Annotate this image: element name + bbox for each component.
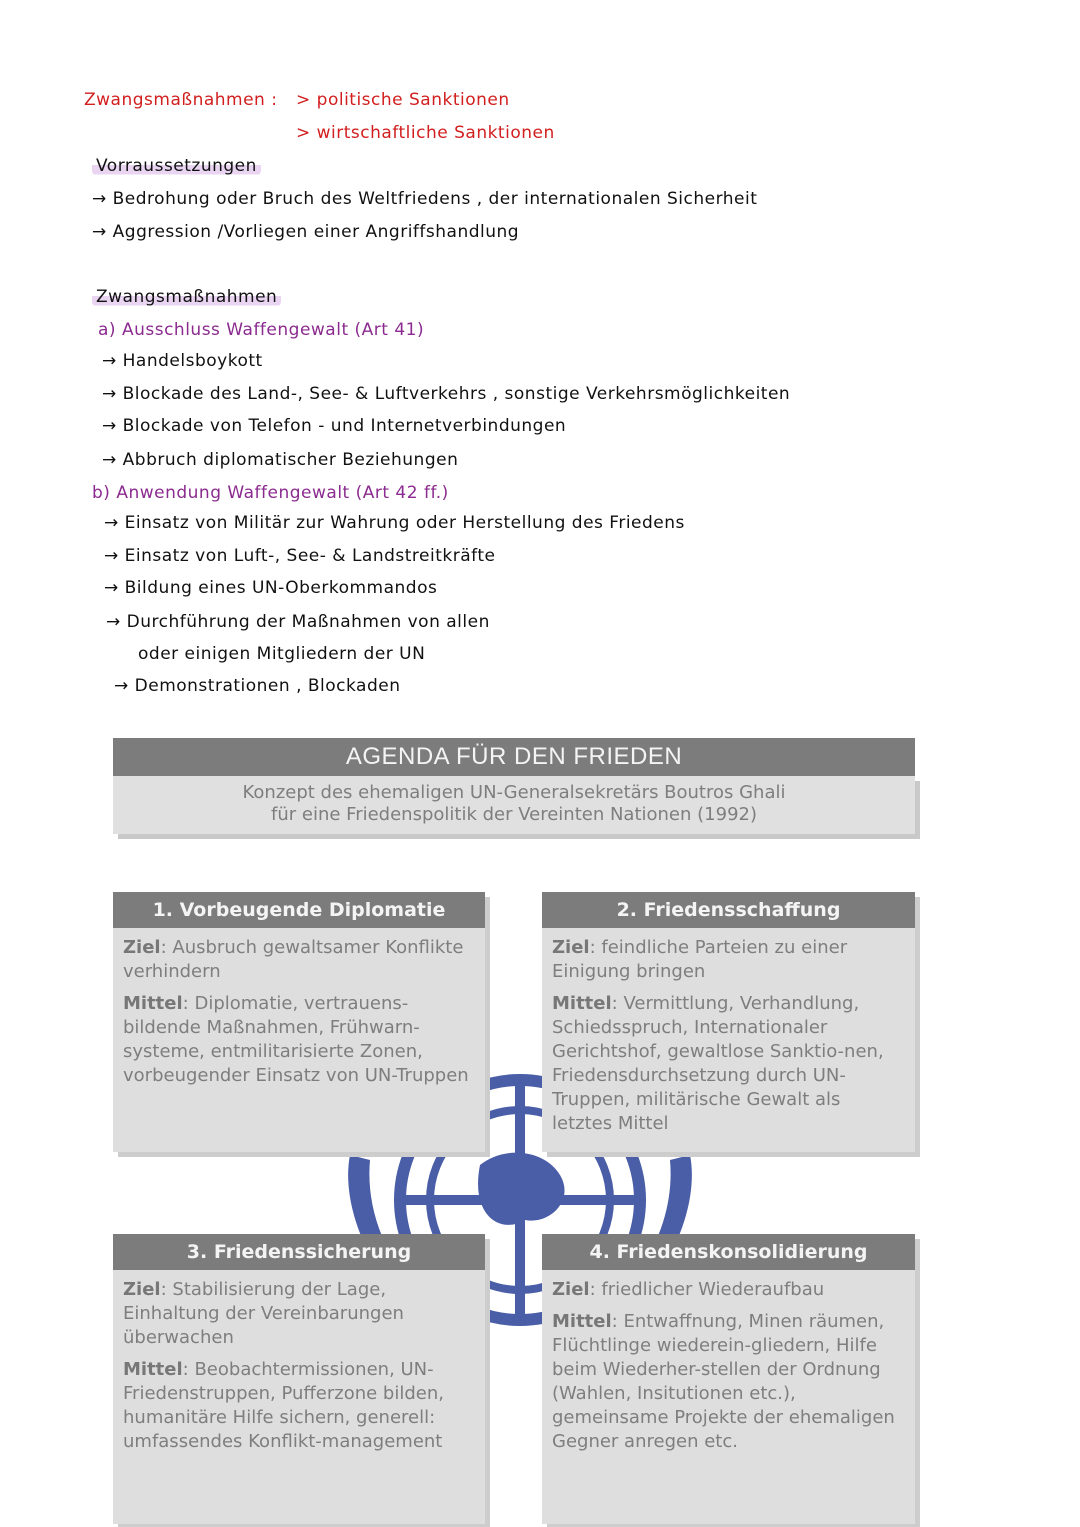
- box-goal: [123, 936, 475, 984]
- means-text: : Vermittlung, Verhandlung, Schiedsspruch, Internationaler Gerichtshof, gewaltlose Sanktio-nen, Friedensdurchsetzung durch UN-Truppen, militärische Gewalt als letztes Mittel: [552, 993, 884, 1134]
- measures-a-heading: a) Ausschluss Waffengewalt (Art 41): [98, 320, 425, 340]
- agenda-box-peacebuilding: [542, 1234, 915, 1524]
- means-text: : Entwaffnung, Minen räumen, Flüchtlinge wiederein-gliedern, Hilfe beim Wiederher-stellen der Ordnung (Wahlen, Insitutionen etc.), gemeinsame Projekte der ehemaligen Gegner anregen etc.: [552, 1311, 895, 1452]
- box-title: 3. Friedenssicherung: [113, 1234, 485, 1270]
- means-label: Mittel: [123, 1359, 183, 1380]
- box-means: [123, 992, 475, 1088]
- box-means: [552, 1310, 905, 1454]
- note-heading: Zwangsmaßnahmen :: [84, 90, 278, 110]
- measures-b-heading: b) Anwendung Waffengewalt (Art 42 ff.): [92, 483, 449, 503]
- measures-a-item: → Handelsboykott: [102, 351, 263, 371]
- agenda-box-peacemaking: [542, 892, 915, 1152]
- means-label: Mittel: [123, 993, 183, 1014]
- box-body: [542, 928, 915, 1152]
- goal-label: Ziel: [552, 937, 590, 958]
- agenda-subtitle-line: für eine Friedenspolitik der Vereinten Nationen (1992): [271, 804, 757, 825]
- agenda-title: AGENDA FÜR DEN FRIEDEN: [113, 738, 915, 776]
- box-title: 1. Vorbeugende Diplomatie: [113, 892, 485, 928]
- agenda-box-peacekeeping: [113, 1234, 485, 1524]
- agenda-subtitle-line: Konzept des ehemaligen UN-Generalsekretärs Boutros Ghali: [242, 782, 786, 803]
- measures-b-item: → Durchführung der Maßnahmen von allen: [106, 612, 490, 632]
- goal-text: : Ausbruch gewaltsamer Konflikte verhindern: [123, 937, 464, 982]
- box-body: [113, 928, 485, 1152]
- box-goal: [123, 1278, 475, 1350]
- goal-label: Ziel: [123, 937, 161, 958]
- prereq-item: → Aggression /Vorliegen einer Angriffshandlung: [92, 222, 520, 242]
- prereq-item: → Bedrohung oder Bruch des Weltfriedens , der internationalen Sicherheit: [92, 189, 758, 209]
- prereq-title: Vorraussetzungen: [92, 156, 261, 176]
- measures-a-item: → Abbruch diplomatischer Beziehungen: [102, 450, 459, 470]
- note-sanction-political: > politische Sanktionen: [296, 90, 510, 110]
- measures-a-item: → Blockade des Land-, See- & Luftverkehrs , sonstige Verkehrsmöglichkeiten: [102, 384, 791, 404]
- measures-a-item: → Blockade von Telefon - und Internetverbindungen: [102, 416, 567, 436]
- goal-text: : Stabilisierung der Lage, Einhaltung der Vereinbarungen überwachen: [123, 1279, 404, 1348]
- measures-b-item: → Bildung eines UN-Oberkommandos: [104, 578, 438, 598]
- box-title: 2. Friedensschaffung: [542, 892, 915, 928]
- note-sanction-economic: > wirtschaftliche Sanktionen: [296, 123, 555, 143]
- means-text: : Diplomatie, vertrauens-bildende Maßnahmen, Frühwarn-systeme, entmilitarisierte Zonen, vorbeugender Einsatz von UN-Truppen: [123, 993, 469, 1086]
- measures-b-item: oder einigen Mitgliedern der UN: [138, 644, 426, 664]
- means-label: Mittel: [552, 1311, 612, 1332]
- box-body: [542, 1270, 915, 1524]
- measures-b-item: → Demonstrationen , Blockaden: [114, 676, 401, 696]
- agenda-box-preventive-diplomacy: [113, 892, 485, 1152]
- box-means: [552, 992, 905, 1136]
- box-body: [113, 1270, 485, 1524]
- measures-b-item: → Einsatz von Militär zur Wahrung oder Herstellung des Friedens: [104, 513, 685, 533]
- box-goal: [552, 936, 905, 984]
- means-label: Mittel: [552, 993, 612, 1014]
- goal-label: Ziel: [552, 1279, 590, 1300]
- goal-text: : feindliche Parteien zu einer Einigung bringen: [552, 937, 848, 982]
- box-means: [123, 1358, 475, 1454]
- goal-text: : friedlicher Wiederaufbau: [589, 1279, 825, 1300]
- box-goal: [552, 1278, 905, 1302]
- means-text: : Beobachtermissionen, UN-Friedenstruppen, Pufferzone bilden, humanitäre Hilfe sichern, generell: umfassendes Konflikt-management: [123, 1359, 444, 1452]
- measures-b-item: → Einsatz von Luft-, See- & Landstreitkräfte: [104, 546, 496, 566]
- goal-label: Ziel: [123, 1279, 161, 1300]
- box-title: 4. Friedenskonsolidierung: [542, 1234, 915, 1270]
- agenda-subtitle: [113, 776, 915, 834]
- measures-title: Zwangsmaßnahmen: [92, 287, 281, 307]
